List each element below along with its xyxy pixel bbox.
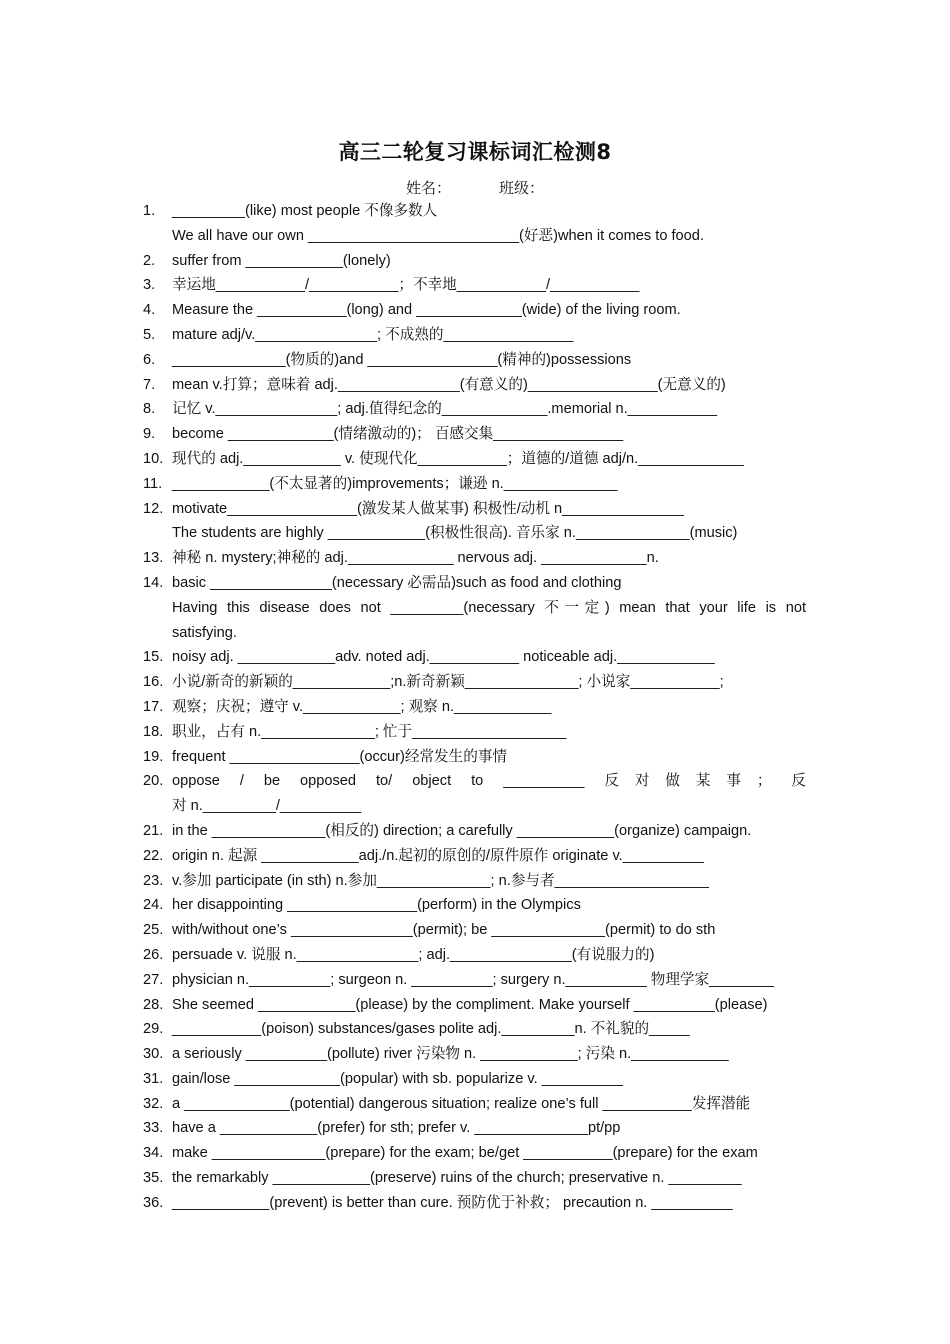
item-text: persuade v. 说服 n._______________; adj._______________(有说服力的) <box>172 946 655 963</box>
item-number: 32. <box>143 1095 164 1112</box>
item-text: Having this disease does not _________(necessary 不一定) mean that your life is not <box>172 599 806 616</box>
item-number: 15. <box>143 649 164 666</box>
list-item <box>143 695 806 720</box>
item-text: 幸运地___________/___________；不幸地___________/___________ <box>172 277 640 294</box>
item-number: 11. <box>143 475 163 492</box>
item-number: 14. <box>143 574 164 591</box>
item-text: with/without one’s _______________(permit); be ______________(permit) to do sth <box>172 922 716 939</box>
list-item <box>143 249 806 274</box>
list-item <box>143 596 806 621</box>
item-text: frequent ________________(occur)经常发生的事情 <box>172 748 508 765</box>
list-item <box>143 943 806 968</box>
item-number: 12. <box>143 500 164 517</box>
item-text: ____________(不太显著的)improvements；谦逊 n.______________ <box>172 475 618 492</box>
list-item <box>143 844 806 869</box>
item-text: 神秘 n. mystery;神秘的 adj._____________ nervous adj. _____________n. <box>172 550 659 567</box>
item-text: _________(like) most people 不像多数人 <box>172 203 438 219</box>
item-text: her disappointing ________________(perform) in the Olympics <box>172 897 581 914</box>
item-text: satisfying. <box>172 624 237 641</box>
item-text: ______________(物质的)and ________________(精神的)possessions <box>172 351 632 368</box>
item-text: 小说/新奇的新颖的____________;n.新奇新颖______________; 小说家___________; <box>172 674 724 691</box>
list-item <box>143 546 806 571</box>
list-item <box>143 1141 806 1166</box>
list-item <box>143 1017 806 1042</box>
list-item <box>143 869 806 894</box>
list-item <box>143 497 806 522</box>
item-number: 29. <box>143 1021 164 1038</box>
item-text: 记忆 v._______________; adj.值得纪念的_____________.memorial n.___________ <box>172 401 717 418</box>
item-number: 23. <box>143 872 164 889</box>
item-text: physician n.__________; surgeon n. __________; surgery n.__________ 物理学家________ <box>172 971 775 988</box>
item-number: 20. <box>143 773 164 790</box>
student-info-line <box>0 177 950 198</box>
item-number: 17. <box>143 698 164 715</box>
item-number: 25. <box>143 922 164 939</box>
item-number: 26. <box>143 946 164 963</box>
list-item <box>143 323 806 348</box>
list-item <box>143 1166 806 1191</box>
item-number: 35. <box>143 1170 164 1187</box>
item-text: oppose / be opposed to/ object to __________ 反对做某事； 反 <box>172 773 806 790</box>
item-text: in the ______________(相反的) direction; a carefully ____________(organize) campaign. <box>172 822 752 839</box>
item-number: 9. <box>143 426 156 443</box>
item-text: basic _______________(necessary 必需品)such as food and clothing <box>172 574 622 591</box>
item-number: 7. <box>143 376 156 393</box>
item-text: The students are highly ____________(积极性很高). 音乐家 n.______________(music) <box>172 525 738 542</box>
list-item <box>143 224 806 249</box>
list-item <box>143 720 806 745</box>
item-number: 13. <box>143 550 164 567</box>
item-text: a seriously __________(pollute) river 污染物 n. ____________; 污染 n.____________ <box>172 1046 729 1063</box>
item-number: 22. <box>143 847 164 864</box>
list-item <box>143 968 806 993</box>
list-item <box>143 993 806 1018</box>
list-item <box>143 298 806 323</box>
list-item <box>143 745 806 770</box>
item-number: 34. <box>143 1145 164 1162</box>
item-text: Measure the ___________(long) and _____________(wide) of the living room. <box>172 302 681 319</box>
item-number: 5. <box>143 326 156 343</box>
list-item <box>143 1191 806 1216</box>
item-text: become _____________(情绪激动的)； 百感交集________________ <box>172 426 624 443</box>
item-number: 27. <box>143 971 164 988</box>
item-number: 8. <box>143 401 156 418</box>
page-title: 高三二轮复习课标词汇检测8 <box>338 140 612 164</box>
list-item <box>143 621 806 646</box>
list-item <box>143 447 806 472</box>
item-number: 16. <box>143 674 164 691</box>
item-text: motivate________________(激发某人做某事) 积极性/动机 n_______________ <box>172 500 684 517</box>
list-item <box>143 769 806 794</box>
item-text: ___________(poison) substances/gases polite adj._________n. 不礼貌的_____ <box>172 1021 690 1038</box>
list-item <box>143 670 806 695</box>
list-item <box>143 1092 806 1117</box>
item-text: a _____________(potential) dangerous situation; realize one’s full ___________发挥潜能 <box>172 1095 751 1112</box>
item-text: the remarkably ____________(preserve) ruins of the church; preservative n. _________ <box>172 1170 742 1187</box>
item-number: 6. <box>143 351 156 368</box>
list-item <box>143 819 806 844</box>
item-text: mature adj/v._______________; 不成熟的________________ <box>172 326 574 343</box>
vocabulary-list <box>143 199 806 1216</box>
item-number: 24. <box>143 897 164 914</box>
item-text: mean v.打算；意味着 adj._______________(有意义的)________________(无意义的) <box>172 376 726 393</box>
item-number: 33. <box>143 1120 164 1137</box>
item-number: 3. <box>143 277 156 294</box>
list-item <box>143 472 806 497</box>
list-item <box>143 645 806 670</box>
item-number: 4. <box>143 302 156 319</box>
item-number: 21. <box>143 822 164 839</box>
item-number: 30. <box>143 1046 164 1063</box>
list-item <box>143 1116 806 1141</box>
list-item <box>143 348 806 373</box>
item-number: 31. <box>143 1070 164 1087</box>
list-item <box>143 918 806 943</box>
item-text: 对 n._________/__________ <box>172 798 362 815</box>
list-item <box>143 199 806 224</box>
list-item <box>143 794 806 819</box>
item-number: 18. <box>143 723 164 740</box>
item-text: We all have our own __________________________(好恶)when it comes to food. <box>172 227 704 244</box>
list-item <box>143 422 806 447</box>
class-label: 班级： <box>499 180 545 197</box>
item-number: 28. <box>143 996 164 1013</box>
item-number: 36. <box>143 1194 164 1211</box>
list-item <box>143 1042 806 1067</box>
item-text: v.参加 participate (in sth) n.参加______________; n.参与者___________________ <box>172 872 709 889</box>
item-text: noisy adj. ____________adv. noted adj.___________ noticeable adj.____________ <box>172 649 715 666</box>
list-item <box>143 521 806 546</box>
list-item <box>143 571 806 596</box>
item-number: 2. <box>143 252 156 269</box>
item-text: 职业，占有 n.______________; 忙于___________________ <box>172 723 567 740</box>
item-text: have a ____________(prefer) for sth; prefer v. ______________pt/pp <box>172 1120 621 1137</box>
item-text: ____________(prevent) is better than cure. 预防优于补救； precaution n. __________ <box>172 1194 733 1211</box>
name-label: 姓名： <box>405 180 451 197</box>
list-item <box>143 1067 806 1092</box>
item-text: make ______________(prepare) for the exam; be/get ___________(prepare) for the exam <box>172 1145 758 1162</box>
item-text: suffer from ____________(lonely) <box>172 252 391 269</box>
list-item <box>143 273 806 298</box>
list-item <box>143 373 806 398</box>
list-item <box>143 893 806 918</box>
item-number: 1. <box>143 203 156 219</box>
item-text: 观察；庆祝；遵守 v.____________; 观察 n.____________ <box>172 698 552 715</box>
item-text: 现代的 adj.____________ v. 使现代化___________；道德的/道德 adj/n._____________ <box>172 450 744 467</box>
item-number: 19. <box>143 748 164 765</box>
item-text: origin n. 起源 ____________adj./n.起初的原创的/原件原作 originate v.__________ <box>172 847 704 864</box>
item-text: gain/lose _____________(popular) with sb. popularize v. __________ <box>172 1070 623 1087</box>
item-number: 10. <box>143 450 164 467</box>
list-item <box>143 397 806 422</box>
item-text: She seemed ____________(please) by the compliment. Make yourself __________(please) <box>172 996 768 1013</box>
